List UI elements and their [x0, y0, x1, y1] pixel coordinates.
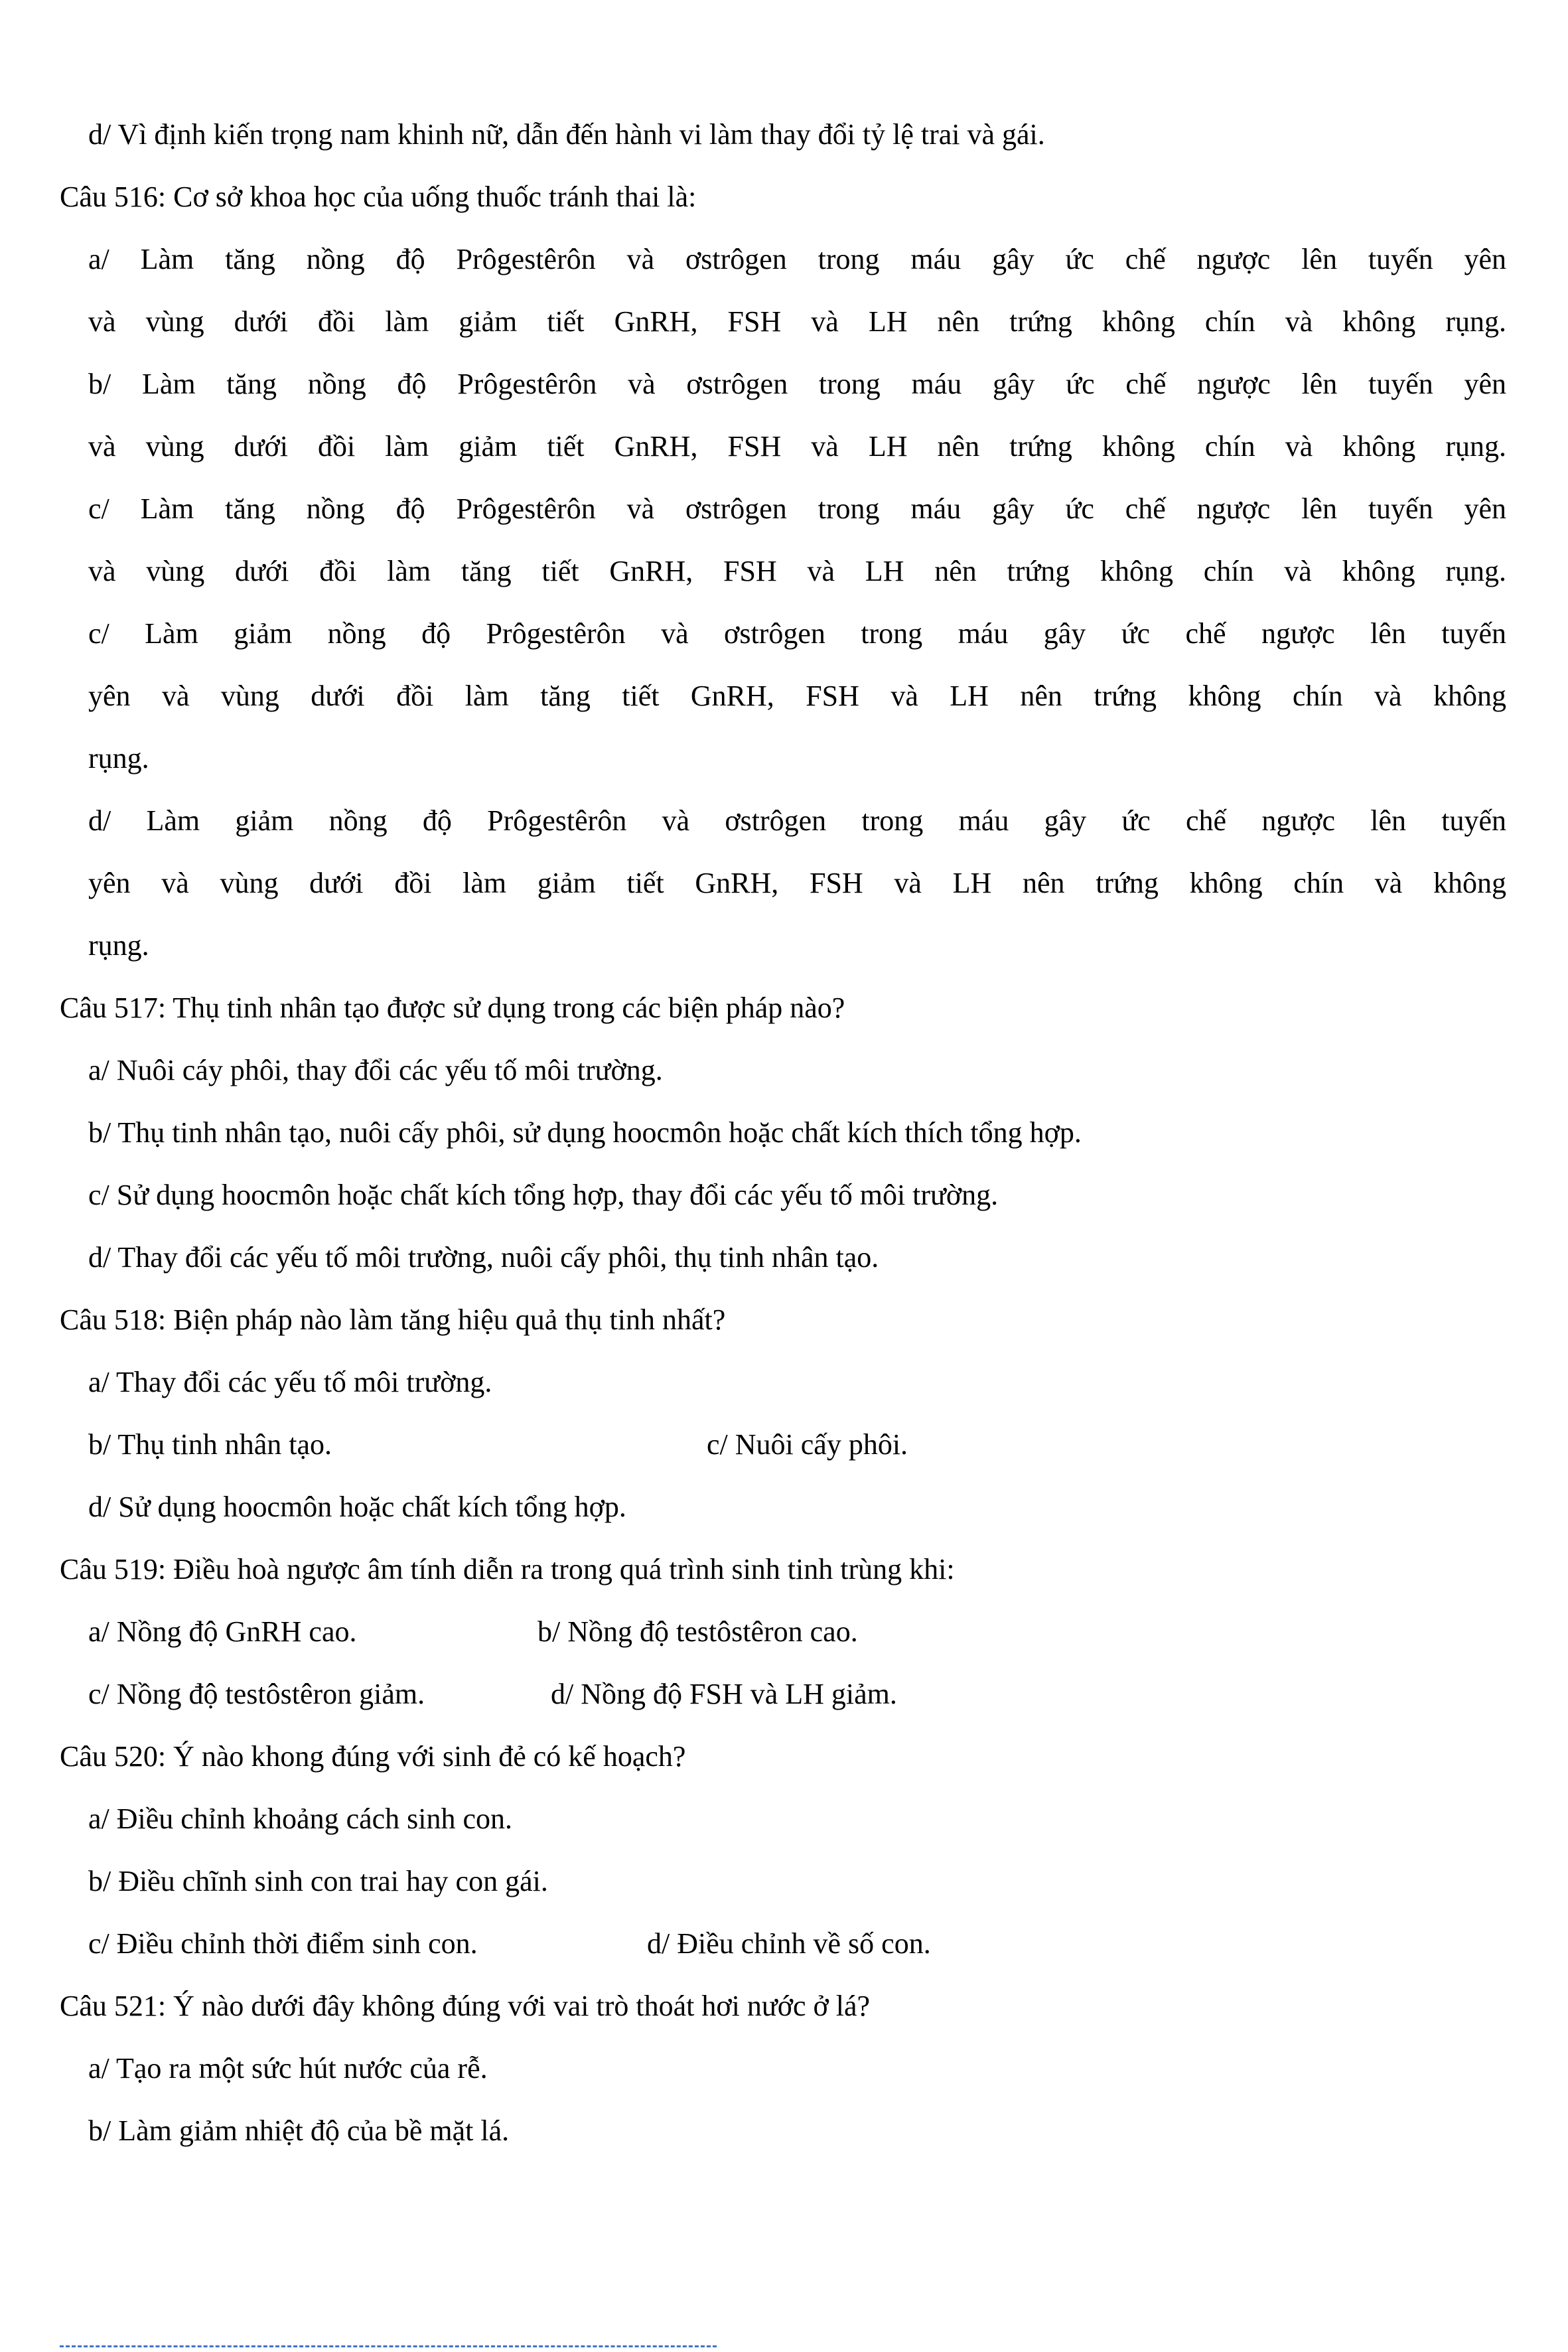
question-516-title: Câu 516: Cơ sở khoa học của uống thuốc tránh thai là:: [60, 181, 697, 213]
q518-option-row-b-c: [60, 1414, 1506, 1476]
q516-option-c-line-1: c/ Làm tăng nồng độ Prôgestêrôn và ơstrôgen trong máu gây ức chế ngược lên tuyến yên: [88, 492, 1506, 525]
q517-option-a: a/ Nuôi cáy phôi, thay đổi các yếu tố môi trường.: [88, 1054, 663, 1086]
q520-option-d: d/ Điều chỉnh về số con.: [647, 1927, 931, 1960]
q519-option-row-a-b: [60, 1601, 1506, 1663]
question-519-title: Câu 519: Điều hoà ngược âm tính diễn ra trong quá trình sinh tinh trùng khi:: [60, 1553, 955, 1585]
page-break-dashed-line: [60, 2345, 717, 2347]
q516-option-a-line-1: a/ Làm tăng nồng độ Prôgestêrôn và ơstrôgen trong máu gây ức chế ngược lên tuyến yên: [88, 243, 1506, 275]
q520-option-row-c-d: [60, 1913, 1506, 1975]
q517-option-b: b/ Thụ tinh nhân tạo, nuôi cấy phôi, sử dụng hoocmôn hoặc chất kích thích tổng hợp.: [88, 1116, 1082, 1149]
question-521-title: Câu 521: Ý nào dưới đây không đúng với vai trò thoát hơi nước ở lá?: [60, 1990, 871, 2022]
question-517-title: Câu 517: Thụ tinh nhân tạo được sử dụng trong các biện pháp nào?: [60, 992, 845, 1024]
q516-option-d-line-3: rụng.: [88, 929, 149, 962]
q516-option-d-line-1: d/ Làm giảm nồng độ Prôgestêrôn và ơstrôgen trong máu gây ức chế ngược lên tuyến: [88, 804, 1506, 837]
q516-option-c2-line-2: yên và vùng dưới đồi làm tăng tiết GnRH, FSH và LH nên trứng không chín và không: [88, 680, 1506, 712]
q519-option-d: d/ Nồng độ FSH và LH giảm.: [551, 1678, 897, 1710]
q517-option-d: d/ Thay đổi các yếu tố môi trường, nuôi cấy phôi, thụ tinh nhân tạo.: [88, 1241, 879, 1274]
q520-option-c: c/ Điều chỉnh thời điểm sinh con.: [88, 1927, 478, 1960]
q519-option-a: a/ Nồng độ GnRH cao.: [88, 1615, 357, 1648]
q518-option-c: c/ Nuôi cấy phôi.: [707, 1428, 908, 1461]
q521-option-a: a/ Tạo ra một sức hút nước của rễ.: [88, 2052, 488, 2085]
prev-question-option-d: d/ Vì định kiến trọng nam khinh nữ, dẫn đến hành vi làm thay đổi tỷ lệ trai và gái.: [88, 118, 1045, 151]
q516-option-b-line-2: và vùng dưới đồi làm giảm tiết GnRH, FSH và LH nên trứng không chín và không rụng.: [88, 430, 1506, 463]
q518-option-a: a/ Thay đổi các yếu tố môi trường.: [88, 1366, 492, 1398]
q516-option-c-line-2: và vùng dưới đồi làm tăng tiết GnRH, FSH và LH nên trứng không chín và không rụng.: [88, 555, 1506, 587]
q519-option-row-c-d: [60, 1663, 1506, 1726]
q520-option-a: a/ Điều chỉnh khoảng cách sinh con.: [88, 1802, 513, 1835]
q516-option-c2-line-3: rụng.: [88, 742, 149, 774]
q516-option-a-line-2: và vùng dưới đồi làm giảm tiết GnRH, FSH và LH nên trứng không chín và không rụng.: [88, 305, 1506, 338]
q516-option-b-line-1: b/ Làm tăng nồng độ Prôgestêrôn và ơstrôgen trong máu gây ức chế ngược lên tuyến yên: [88, 368, 1506, 400]
q517-option-c: c/ Sử dụng hoocmôn hoặc chất kích tổng hợp, thay đổi các yếu tố môi trường.: [88, 1179, 999, 1211]
question-520-title: Câu 520: Ý nào khong đúng với sinh đẻ có kế hoạch?: [60, 1740, 686, 1773]
q516-option-d-line-2: yên và vùng dưới đồi làm giảm tiết GnRH, FSH và LH nên trứng không chín và không: [88, 867, 1506, 899]
question-518-title: Câu 518: Biện pháp nào làm tăng hiệu quả thụ tinh nhất?: [60, 1303, 726, 1336]
q520-option-b: b/ Điều chĩnh sinh con trai hay con gái.: [88, 1865, 548, 1897]
q518-option-b: b/ Thụ tinh nhân tạo.: [88, 1428, 332, 1461]
q521-option-b: b/ Làm giảm nhiệt độ của bề mặt lá.: [88, 2114, 510, 2147]
q518-option-d: d/ Sử dụng hoocmôn hoặc chất kích tổng hợp.: [88, 1491, 626, 1523]
q519-option-b: b/ Nồng độ testôstêron cao.: [537, 1615, 858, 1648]
q516-option-c2-line-1: c/ Làm giảm nồng độ Prôgestêrôn và ơstrôgen trong máu gây ức chế ngược lên tuyến: [88, 617, 1506, 650]
q519-option-c: c/ Nồng độ testôstêron giảm.: [88, 1678, 425, 1710]
